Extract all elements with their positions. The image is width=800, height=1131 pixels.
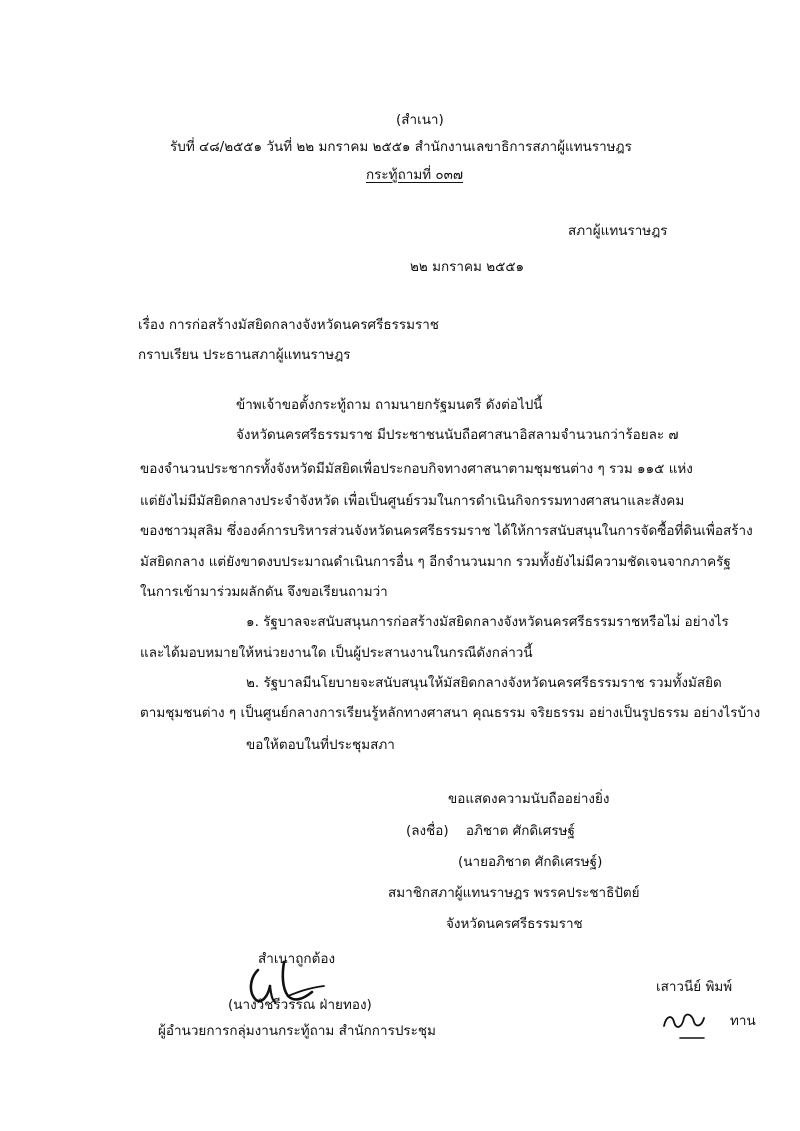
member-position: สมาชิกสภาผู้แทนราษฎร พรรคประชาธิปัตย์ — [388, 885, 640, 901]
question-number: กระทู้ถามที่ ๐๓๗ — [366, 167, 464, 183]
receipt-line: รับที่ ๔๘/๒๕๕๑ วันที่ ๒๒ มกราคม ๒๕๕๑ สำนักงานเลขาธิการสภาผู้แทนราษฎร — [170, 139, 632, 155]
body-line: ในการเข้ามาร่วมผลักดัน จึงขอเรียนถามว่า — [140, 584, 388, 600]
closing-request: ขอให้ตอบในที่ประชุมสภา — [246, 737, 395, 753]
body-line: ของชาวมุสลิม ซึ่งองค์การบริหารส่วนจังหวัดนครศรีธรรมราช ได้ให้การสนับสนุนในการจัดซื้อที่ดินเพื่อสร้าง — [140, 523, 753, 539]
body-line: มัสยิดกลาง แต่ยังขาดงบประมาณดำเนินการอื่น ๆ อีกจำนวนมาก รวมทั้งยังไม่มีความชัดเจนจากภาครัฐ — [140, 554, 731, 570]
signed-line — [406, 822, 575, 840]
question-2-line: ๒. รัฐบาลมีนโยบายจะสนับสนุนให้มัสยิดกลางจังหวัดนครศรีธรรมราช รวมทั้งมัสยิด — [246, 675, 722, 691]
signature-closing: ขอแสดงความนับถืออย่างยิ่ง — [448, 791, 610, 807]
subject-label: เรื่อง — [138, 317, 165, 333]
typed-by: เสาวนีย์ พิมพ์ — [656, 979, 733, 995]
question-1-line: และได้มอบหมายให้หน่วยงานใด เป็นผู้ประสานงานในกรณีดังกล่าวนี้ — [140, 645, 533, 661]
subject-line — [138, 316, 439, 334]
body-line: ของจำนวนประชากรทั้งจังหวัดมีมัสยิดเพื่อประกอบกิจทางศาสนาตามชุมชนต่าง ๆ รวม ๑๑๕ แห่ง — [140, 461, 693, 477]
copy-mark: (สำเนา) — [396, 112, 444, 128]
body-line: จังหวัดนครศรีธรรมราช มีประชาชนนับถือศาสนาอิสลามจำนวนกว่าร้อยละ ๗ — [236, 427, 679, 443]
certifier-name: (นางวัชรีวรรณ ฝ่ายทอง) — [228, 997, 372, 1013]
question-2-line: ตามชุมชนต่าง ๆ เป็นศูนย์กลางการเรียนรู้หลักทางศาสนา คุณธรรม จริยธรรม อย่างเป็นรูปธรรม อย่างไรบ้าง — [140, 705, 761, 721]
certifier-title: ผู้อำนวยการกลุ่มงานกระทู้ถาม สำนักการประชุม — [158, 1023, 436, 1039]
document-date: ๒๒ มกราคม ๒๕๕๑ — [410, 259, 525, 275]
body-intro: ข้าพเจ้าขอตั้งกระทู้ถาม ถามนายกรัฐมนตรี ดังต่อไปนี้ — [236, 397, 543, 413]
signed-name: อภิชาต ศักดิเศรษฐ์ — [465, 823, 575, 839]
handwritten-initials-checker — [660, 1004, 720, 1044]
subject-text: การก่อสร้างมัสยิดกลางจังหวัดนครศรีธรรมราช — [168, 317, 439, 333]
salutation-label: กราบเรียน — [138, 347, 199, 363]
printed-name: (นายอภิชาต ศักดิเศรษฐ์) — [458, 854, 603, 870]
question-1-line: ๑. รัฐบาลจะสนับสนุนการก่อสร้างมัสยิดกลางจังหวัดนครศรีธรรมราชหรือไม่ อย่างไร — [246, 614, 729, 630]
salutation-text: ประธานสภาผู้แทนราษฎร — [202, 347, 351, 363]
certified-copy: สำเนาถูกต้อง — [258, 951, 336, 967]
salutation-line — [138, 346, 351, 364]
signed-label: (ลงชื่อ) — [406, 823, 449, 839]
sender-office: สภาผู้แทนราษฎร — [568, 223, 668, 239]
body-line: แต่ยังไม่มีมัสยิดกลางประจำจังหวัด เพื่อเป็นศูนย์รวมในการดำเนินกิจกรรมทางศาสนาและสังคม — [140, 493, 685, 509]
member-province: จังหวัดนครศรีธรรมราช — [446, 916, 583, 932]
checked-by: ทาน — [730, 1013, 756, 1029]
